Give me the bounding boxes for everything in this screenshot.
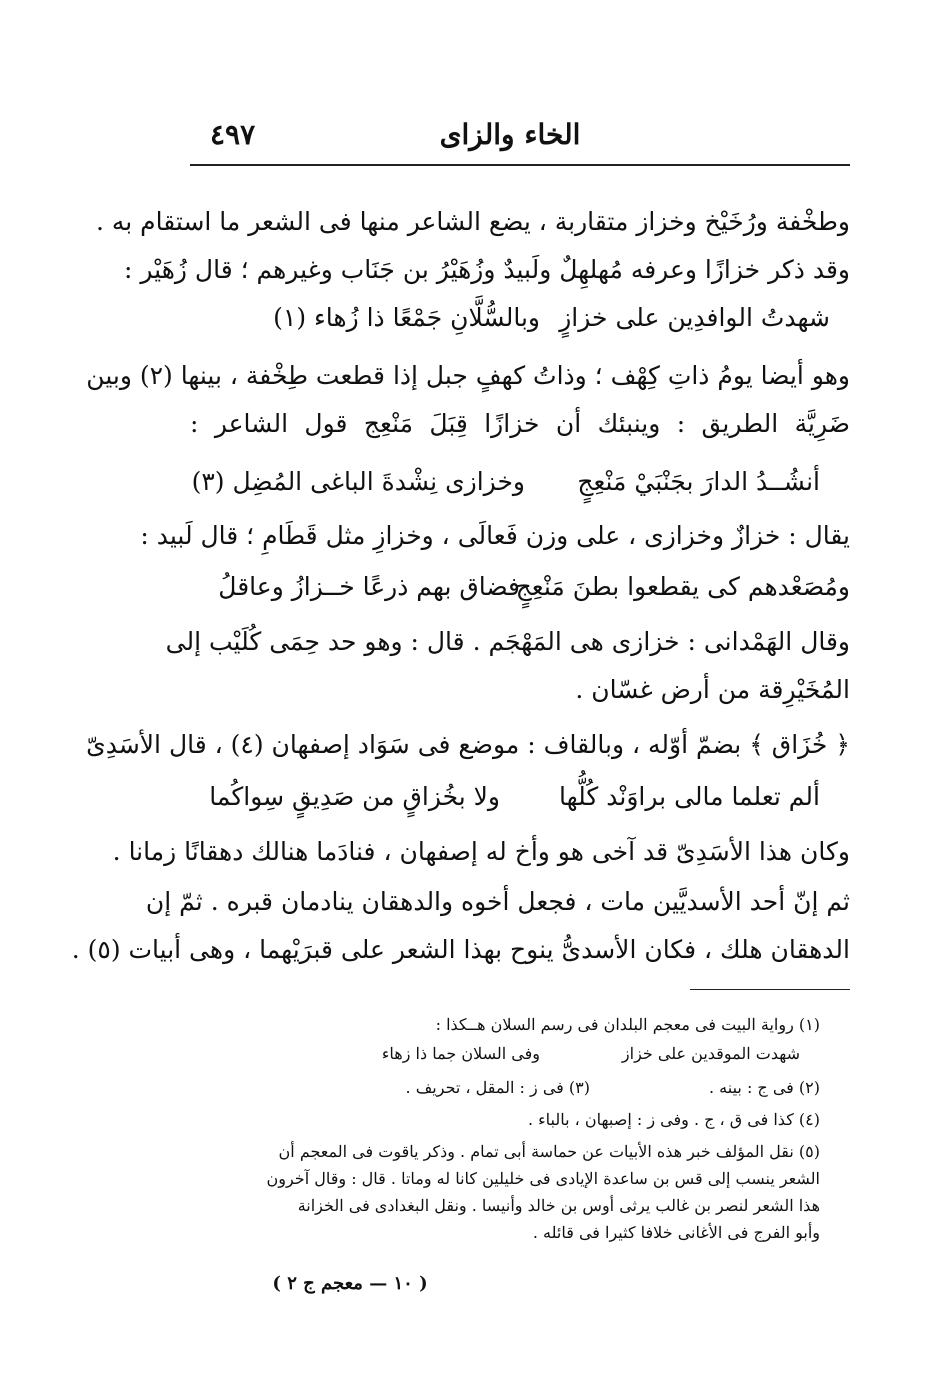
- footnote-5-line-2: الشعر ينسب إلى قس بن ساعدة الإيادى فى خليلين كانا له وماتا . قال : وقال آخرون: [266, 1169, 820, 1188]
- verse-3-first-hemistich: ومُصَعْدهم كى يقطعوا بطنَ مَنْعِجٍ: [515, 572, 850, 601]
- footnote-5-line-3: هذا الشعر لنصر بن غالب يرثى أوس بن خالد وأنيسا . ونقل البغدادى فى الخزانة: [297, 1196, 820, 1215]
- body-line-2: وقد ذكر خزازًا وعرفه مُهلهِلٌ ولَبيدٌ وزُهَيْرُ بن جَنَاب وغيرهم ؛ قال زُهَيْر :: [124, 255, 850, 284]
- verse-2-first-hemistich: أنشُــدُ الدارَ بجَنْبَيْ مَنْعِجٍ: [577, 467, 820, 496]
- body-line-1: وطخْفة ورُخَيْخ وخزاز متقاربة ، يضع الشاعر منها فى الشعر ما استقام به .: [95, 207, 850, 236]
- footnote-4: (٤) كذا فى ق ، ج . وفى ز : إصبهان ، بالباء .: [527, 1110, 820, 1129]
- page-header-title: الخاء والزاى: [439, 118, 581, 151]
- footnote-2: (٢) فى ج : بينه .: [709, 1078, 820, 1097]
- body-line-4: ضَرِيَّة الطريق : وينبئك أن خزازًا قِبَلَ مَنْعِج قول الشاعر :: [190, 409, 850, 438]
- verse-4-first-hemistich: ألم تعلما مالى براوَنْد كُلُّها: [559, 782, 820, 811]
- body-line-5: يقال : خزازٌ وخزازى ، على وزن فَعالَى ، وخزازِ مثل قَطَامِ ؛ قال لَبيد :: [140, 521, 850, 550]
- footnote-3: (٣) فى ز : المقل ، تحريف .: [405, 1078, 590, 1097]
- footnote-5-line-4: وأبو الفرج فى الأغانى خلافا كثيرا فى قائله .: [532, 1223, 820, 1242]
- body-line-7: المُخَيْرِقة من أرض غسّان .: [575, 675, 850, 704]
- body-line-10: ثم إنّ أحد الأسديَّين مات ، فجعل أخوه والدهقان ينادمان قبره . ثمّ إن: [145, 887, 850, 916]
- printer-signature: ( ١٠ — معجم ج ٢ ): [272, 1273, 428, 1294]
- page-number: ٤٩٧: [210, 118, 256, 151]
- verse-1-first-hemistich: شهدتُ الوافدِين على خزازٍ: [559, 303, 830, 332]
- body-line-3: وهو أيضا يومُ ذاتِ كِهْف ؛ وذاتُ كهفٍ جبل إذا قطعت طِخْفة ، بينها (٢) وبين: [86, 361, 850, 390]
- footnote-5-line-1: (٥) نقل المؤلف خبر هذه الأبيات عن حماسة أبى تمام . وذكر ياقوت فى المعجم أن: [278, 1142, 820, 1161]
- footnote-1: (١) رواية البيت فى معجم البلدان فى رسم السلان هــكذا :: [435, 1015, 820, 1034]
- entry-khuzaq-line: ﴿ خُزَاق ﴾ بضمّ أوّله ، وبالقاف : موضع فى سَوَاد إصفهان (٤) ، قال الأسَدِىّ: [86, 730, 850, 759]
- footnote-rule: [690, 989, 850, 990]
- footnote-1-verse-a: شهدت الموقدين على خزاز: [621, 1044, 800, 1063]
- verse-1-second-hemistich: وبالسُّلَّانِ جَمْعًا ذا زُهاء (١): [273, 303, 540, 332]
- header-rule: [190, 164, 850, 166]
- footnote-1-verse-b: وفى السلان جما ذا زهاء: [381, 1044, 540, 1063]
- verse-3-second-hemistich: فضاق بهم ذرعًا خــزازُ وعاقلُ: [218, 572, 520, 601]
- body-line-6: وقال الهَمْدانى : خزازى هى المَهْجَم . قال : وهو حد حِمَى كُلَيْب إلى: [165, 627, 850, 656]
- body-line-9: وكان هذا الأسَدِىّ قد آخى هو وأخ له إصفهان ، فنادَما هنالك دهقانًا زمانا .: [112, 837, 850, 866]
- verse-4-second-hemistich: ولا بخُزاقٍ من صَدِيقٍ سِواكُما: [209, 782, 500, 811]
- body-line-11: الدهقان هلك ، فكان الأسدىُّ ينوح بهذا الشعر على قبرَيْهما ، وهى أبيات (٥) .: [71, 935, 850, 964]
- verse-2-second-hemistich: وخزازى نِشْدةَ الباغى المُضِل (٣): [191, 467, 525, 496]
